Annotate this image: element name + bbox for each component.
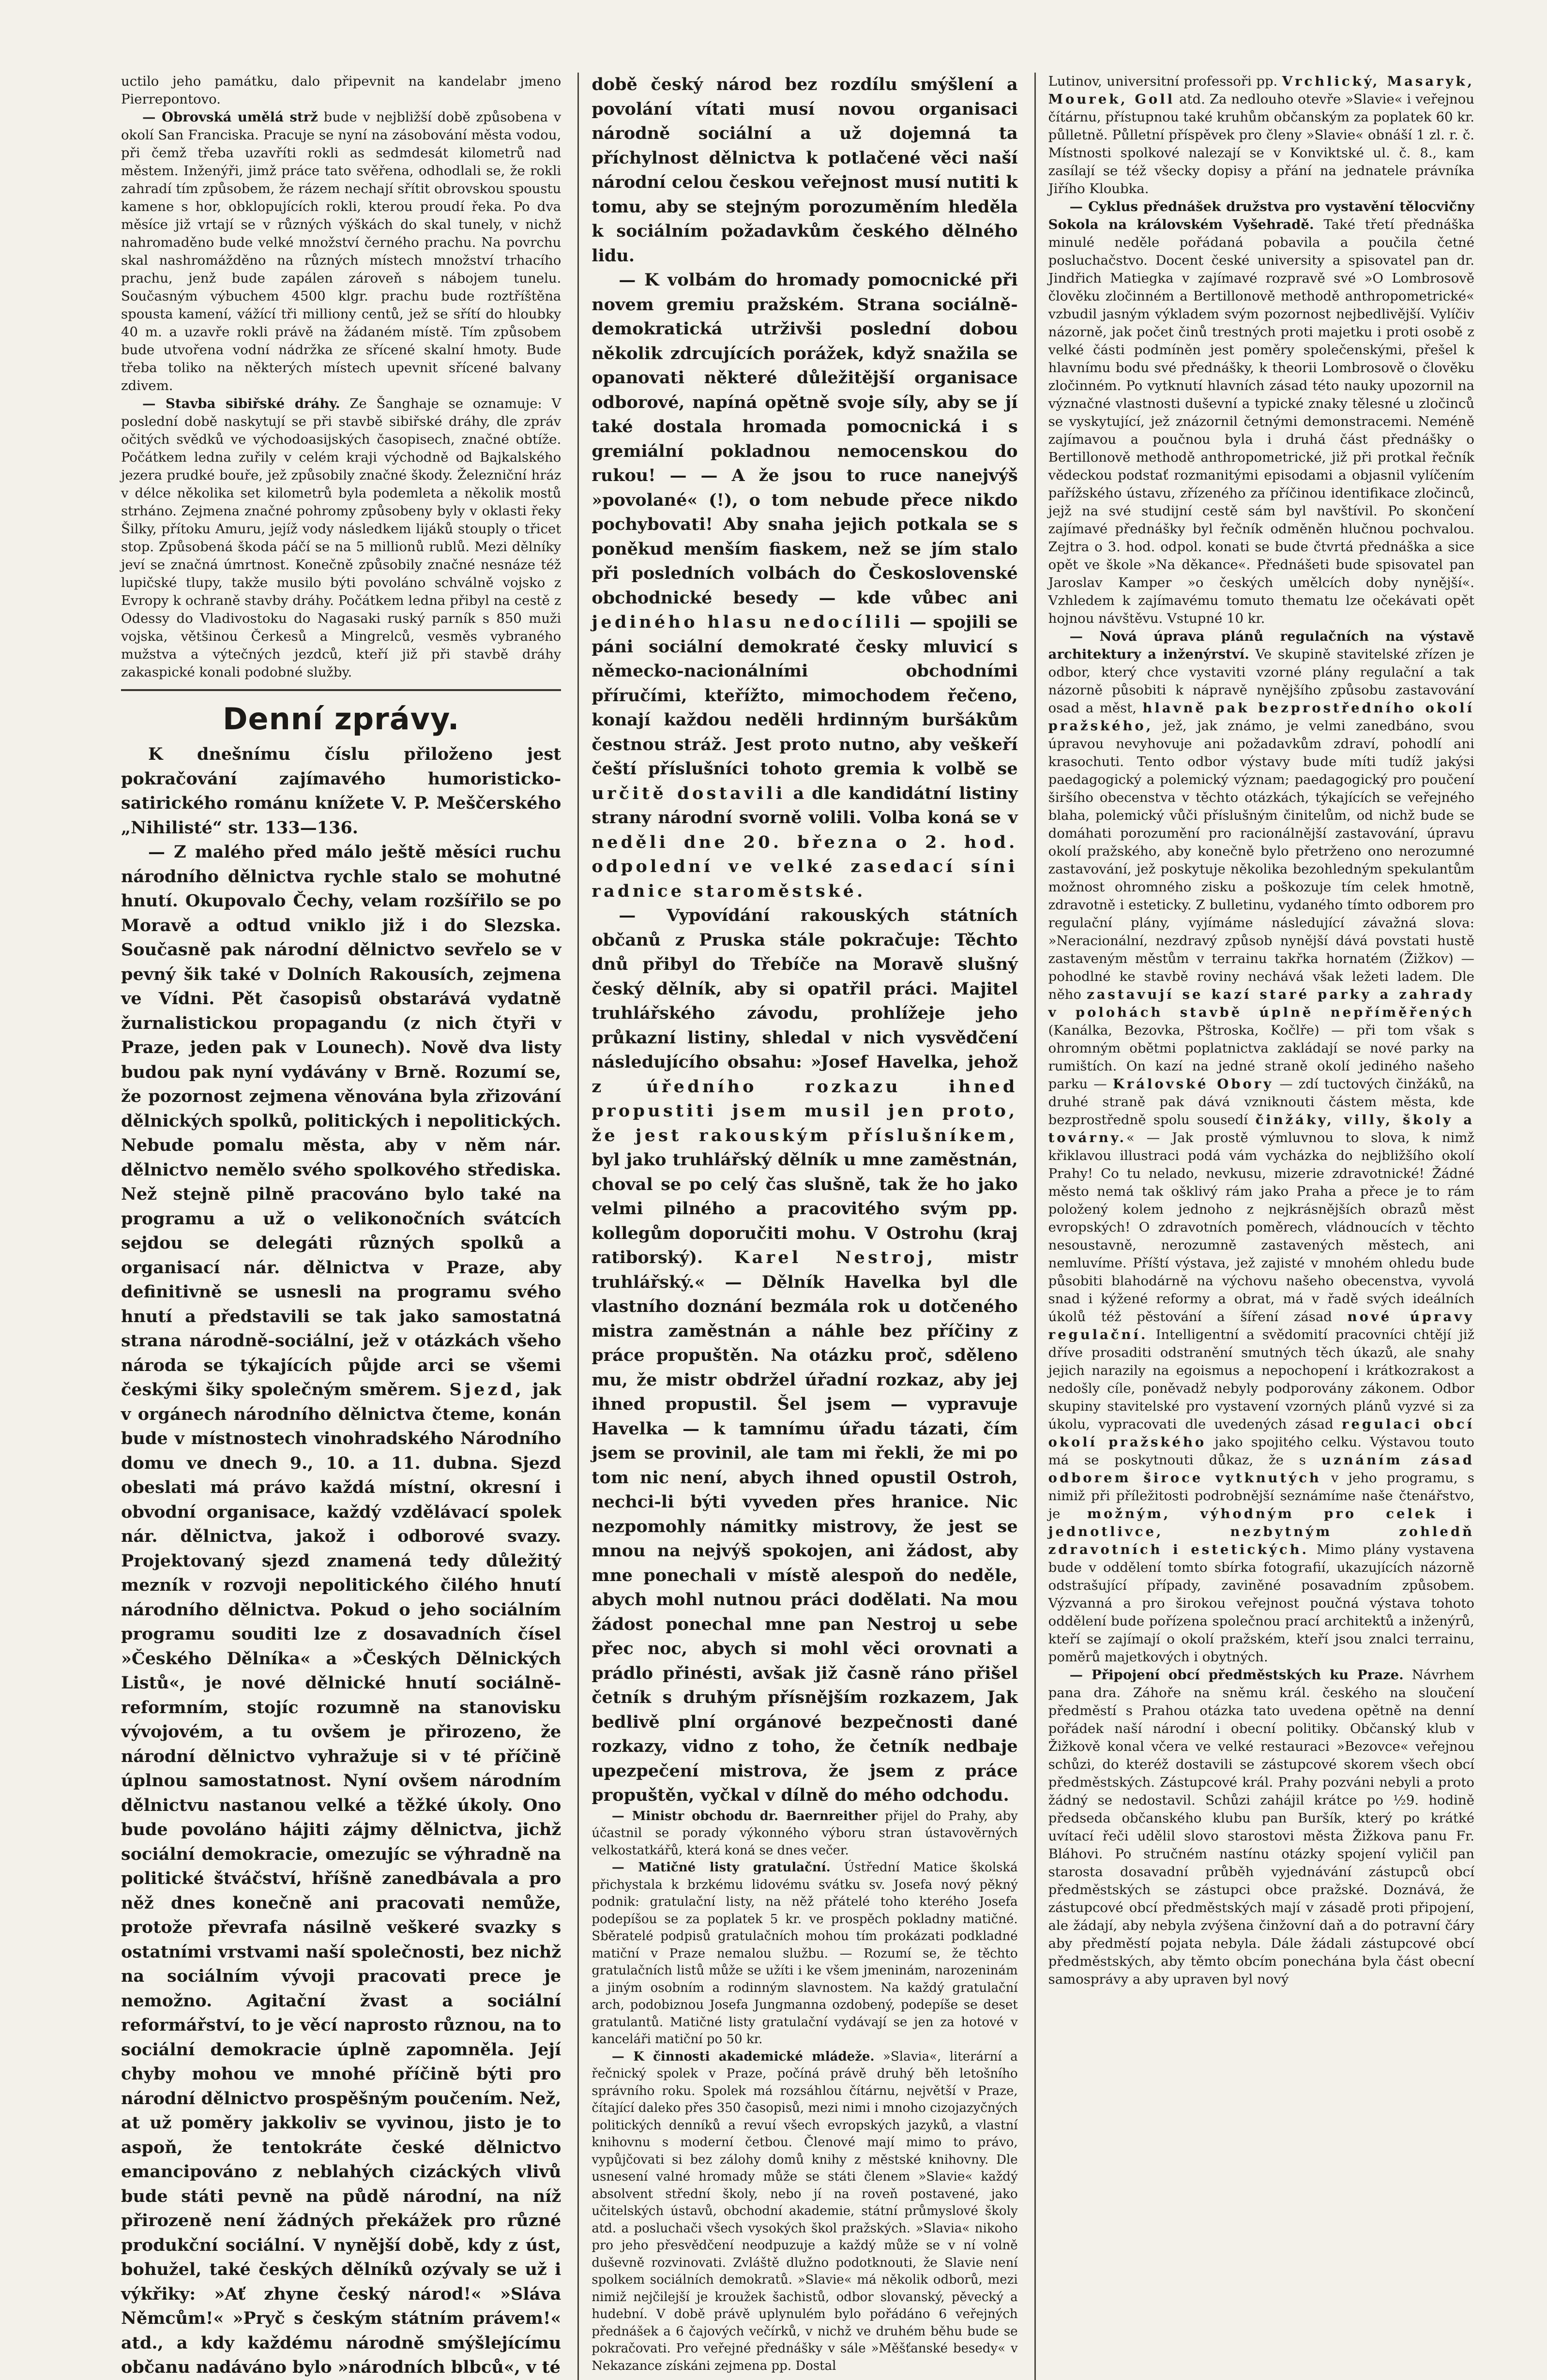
- article-heading: — Vypovídání rakouských státních občanů z Pruska: [592, 905, 1018, 950]
- article-heading: — Ministr obchodu dr. Baernreither: [611, 1808, 878, 1823]
- article-heading: — Matičné listy gratulační.: [611, 1860, 831, 1875]
- article-text: rychle stalo se mohutné hnutí. Okupovalo Čechy, velam rozšířilo se po Moravě a odtud vniklo již i do Slezska. Současně pak národní dělnictvo sevřelo se v pevný šik také v Dolních Rakousích, zejmena ve Vídni. Pět časopisů obstarává vydatně žurnalistickou propagandu (z nich čtyři v Praze, jeden pak v Lounech). Nově dva listy budou pak nyní vydávány v Brně. Rozumí se, že pozornost zejmena věnována byla zřizování dělnických spolků, politických i nepolitických. Nebude pomalu města, aby v něm nár. dělnictvo nemělo svého spolkového střediska. Než stejně pilně pracováno bylo také na programu a už o velikonočních svátcích sejdou se delegáti různých spolků a organisací nár. dělnictva v Praze, aby definitivně se usnesli na programu svého hnutí a představili se tak jako samostatná strana národně-sociální, jež v otázkách všeho národa se týkajících půjde arci se všemi českými šiky společným směrem.: [121, 866, 561, 1400]
- article-text: stále pokračuje: Těchto dnů přibyl do Třebíče na Moravě slušný český dělník, aby si opatřil práci. Majitel truhlářského závodu, prohlížeje jeho průkazní listiny, shledal v nich vysvědčení následujícího obsahu: »Josef Havelka, jehož z: [592, 930, 1018, 1097]
- paragraph: [1048, 73, 1474, 198]
- article-text: jak v orgánech národního dělnictva čteme, konán bude v místnostech vinohradského Národního domu ve dnech 9., 10. a 11. dubna. Sjezd obeslati má právo každá místní, okresní i obvodní organisace, každý vzdělávací spolek nár. dělnictva, jakož i odborové svazy. Projektovaný sjezd znamená tedy důležitý mezník v rozvoji nepolitického čilého hnutí národního dělnictva. Pokud o jeho sociálním programu souditi lze z dosavadních čísel »Českého Dělníka« a »Českých Dělnických Listů«, je nové dělnické hnutí sociálně-reformním, stojíc rozumně na stanovisku vývojovém, a tu ovšem je přirozeno, že národní dělnictvo vyhražuje si v té příčině úplnou samostatnost. Nyní ovšem národním dělnictvu nastanou velké a těžké úkoly. Ono bude povoláno hájiti zájmy dělnictva, jichž sociální demokracie, omezujíc se výhradně na politické štváčství, hříšně zanedbávala a pro něž dnes konečně ani pracovati nemůže, protože převrafa násilně veškeré svazky s ostatními vrstvami naší společnosti, bez nichž na sociálním vývoji pracovati prece je nemožno. Agitační žvast a sociální reformářství, to je věcí naprosto různou, na to sociální demokracie úplně zapomněla. Její chyby mohou ve mnohé příčině býti pro národní dělnictvo prospěšným poučením. Než, at už poměry jakkoliv se vyvinou, jisto je to aspoň, že tentokráte české dělnictvo emancipováno z neblahých cizáckých vlivů bude státi pevně na půdě národní, na níž přirozeně není žádných překážek pro různé produkční sociální. V nynější době, kdy z úst, bohužel, také českých dělníků ozývaly se už i výkřiky: »Ať zhyne český národ!« »Sláva Němcům!« »Pryč s českým státním právem!« atd., a kdy každému národně smýšlejícímu občanu nadáváno bylo »národních blbců«, v té: [121, 1380, 561, 2377]
- spaced-emphasis: Sjezd,: [449, 1380, 525, 1400]
- article-obrovska-strz: [121, 108, 561, 395]
- article-text: (Kanálka, Bezovka, Pštroska, Kočlře) — při tom však s ohromným obětmi poplatnictva zakládají se nové parky na rumištích. On kazí na jedné straně okolí jediného našeho parku —: [1048, 1023, 1474, 1092]
- article-maticne-listy: [592, 1859, 1017, 2049]
- column-2: [577, 73, 1017, 2380]
- article-text: — spojili se páni sociální demokraté česky mluvicí s německo-nacionálními obchodními příručími, kteřížto, mimochodem řečeno, konají každou neděli hrdinným buršákům čestnou stráž. Jest proto nutno, aby veškeří čeští příslušníci tohoto gremia k volbě se: [592, 612, 1018, 779]
- spaced-emphasis: Karel Nestroj,: [734, 1248, 936, 1267]
- article-text: Ústřední Matice školská přichystala k brzkému lidovému svátku sv. Josefa nový pěkný podnik: gratulační listy, na něž přátelé toho kterého Josefa podepíšou se za poplatek 5 kr. ve prospěch pokladny matičné. Sběratelé podpisů gratulačních mohou tím prokázati podkladné matiční v Praze nemalou službu. — Rozumí se, že těchto gratulačních listů může se užíti i ke všem jmeninám, narozeninám a jiným osobním a rodinným slavnostem. Na každý gratulační arch, podobiznou Josefa Jungmanna ozdobený, podepíše se deset gratulantů. Matičné listy gratulační vydávají se jen za hotové v kanceláři matiční po 50 kr.: [592, 1860, 1018, 2047]
- paragraph: uctilo jeho památku, dalo připevnit na kandelabr jmeno Pierrepontovo.: [121, 74, 561, 107]
- article-text: mistr truhlářský.« — Dělník Havelka byl dle vlastního doznání bezmála rok u dotčeného mistra zaměstnán a náhle bez příčiny z práce propuštěn. Na otázku proč, sděleno mu, že mistr obdržel úřadní rozkaz, aby jej ihned propustil. Šel jsem — vypravuje Havelka — k tamnímu úřadu tázati, čím jsem se provinil, ale tam mi řekli, že mi po tom nic není, abych ihned opustil Ostroh, nechci-li býti vyveden přes hranice. Nic nezpomohly námitky mistrovy, že jest se mnou na nejvýš spokojen, ani žádost, aby mne ponechali v místě alespoň do neděle, abych mohl nutnou práci dodělati. Na mou žádost ponechal mne pan Nestroj u sebe přec noc, abych si mohl věci orovnati a prádlo přinésti, avšak již časně ráno přišel četník s druhým přísnějším rozkazem, Jak bedlivě plní orgánové bezpečnosti dané rozkazy, vidno z toho, že četník nedbaje upezpečení mistrova, že jsem z práce propuštěn, vyčkal v dílně do mého odchodu.: [592, 1248, 1018, 1805]
- article-heading: — K volbám do hromady pomocnické při novem gremiu pražském.: [592, 270, 1018, 315]
- section-title: Denní zprávy.: [223, 701, 460, 737]
- article-text: Mimo plány vystavena bude v oddělení tomto sbírka fotografií, ukazujících názorně odstrašující případy, zaviněné posavadním způsobem. Výzvanná a pro širokou veřejnost poučná výstava tohoto oddělení bude pořízena společnou prací architektů a inženýrů, kteří se zajímají o okolí pražském, kteří jsou znalci terrainu, poměrů majetkových i obytných.: [1048, 1542, 1474, 1665]
- article-heading: — Cyklus přednášek družstva pro vystavění tělocvičny Sokola na královském Vyšehradě.: [1048, 199, 1474, 232]
- spaced-emphasis: Královské Obory: [1112, 1076, 1274, 1092]
- article-text: Ze Šanghaje se oznamuje: V poslední době naskytují se při stavbě sibiřské dráhy, dle zpráv očitých svědků ve východoasijských časopisech, značné obtíže. Počátkem ledna zuřily v celém kraji východně od Bajkalského jezera prudké bouře, jež způsobily značné škody. Železniční hráz v délce několika set kilometrů byla podemleta a několik mostů strháno. Zejmena značné pohromy způsobeny byly v oklasti řeky Šilky, přítoku Amuru, jejíž vody následkem lijáků stouply o třicet stop. Způsobená škoda páčí se na 5 millionů rublů. Mezi dělníky jeví se značná úmrtnost. Konečně způsobily značné nesnáze též lupičské tlupy, takže musilo býti povoláno schválně vojsko z Evropy k ochraně stavby dráhy. Počátkem ledna přibyl na cestě z Odessy do Vladivostoku do Nagasaki ruský parník s 850 muži vojska, většinou Čerkesů a Mingrelců, vesměs vybraného mužstva a výtečných jezdců, kteří již při stavbě dráhy zakaspické konali podobné služby.: [121, 396, 561, 680]
- text-columns: [121, 73, 1474, 2377]
- article-pripojeni-obci: [1048, 1666, 1474, 1988]
- article-vypovidani: [592, 904, 1017, 1808]
- article-sibirska-draha: [121, 395, 561, 681]
- article-text: a dle kandidátní listiny strany národní svorně volili. Volba koná se v: [592, 783, 1018, 828]
- article-narodni-delnictvo: [121, 840, 561, 2380]
- article-cyklus-prednasek: [1048, 198, 1474, 628]
- spaced-emphasis: jediného hlasu nedocílili: [592, 612, 903, 632]
- article-heading: — Obrovská umělá strž: [142, 109, 318, 125]
- spaced-emphasis: neděli dne 20. března o 2. hod. odpolední ve velké zasedací síni radnice staroměstské.: [592, 832, 1018, 901]
- spaced-emphasis: hlavně pak bezprostředního okolí pražského,: [1048, 700, 1474, 734]
- article-text: Také třetí přednáška minulé neděle pořádaná pobavila a poučila četné posluchačstvo. Docent české university a spisovatel pan dr. Jindřich Matiegka v zajímavé rozpravě své »O Lombrosově člověku zločinném a Bertillonově methodě anthropometrické« vzbudil jasným výkladem svým pozornost nejbedlivější. Vylíčiv názorně, jak počet činů trestných proti majetku i proti osobě z velké části podmíněn jest poměry společenskými, přešel k hlavnímu bodu své přednášky, k theorii Lombrosově o člověku zločinném. Po vytknutí hlavních zásad této nauky upozornil na význačné vlastnosti duševní a typické znaky tělesné u zločinců se vyskytující, jež znázornil četnými demonstracemi. Neméně zajímavou a poučnou byla i druhá část přednášky o Bertillonově methodě anthropometrické, již při protkal řečník vědeckou podstať rozmanitými episodami a objasnil vylíčením pařížského ústavu, zřízeného za příčinou identifikace zločinců, jejž na své studijní cestě sám byl navštívil. Po skončení zajímavé přednášky byl řečník odměněn hlučnou pochvalou. Zejtra o 3. hod. odpol. konati se bude čtvrtá přednáška a sice opět ve škole »Na děkance«. Přednášeti bude spisovatel pan Jaroslav Kamper »o českých umělcích doby nynější«. Vzhledem k zajímavému tomuto thematu lze očekávati opět hojnou návštěvu. Vstupné 10 kr.: [1048, 217, 1474, 626]
- article-text: Lutinov, universitní professoři pp.: [1048, 74, 1278, 89]
- article-heading: — Z malého před málo ještě měsíci ruchu národního dělnictva: [121, 842, 561, 887]
- spaced-emphasis: Vrchlický, Masaryk, Mourek, Goll: [1048, 74, 1474, 107]
- article-text: « — Jak prostě výmluvnou to slova, k nimž křiklavou illustraci podá vám vycházka do nejbližšího okolí Prahy! Co tu nelado, nevkusu, mizerie zdravotnické! Žádné město nemá tak ošklivý rám jako Praha a přece je to rám položený kolem jednoho z nejkrásnějších obrazů měst evropských! O zdravotních poměrech, vládnoucích v těchto nesoustavně, nerozumně zastavených městech, ani nemluvíme. Příští výstava, jež zajisté v mnohém ohledu bude působiti blahodárně na výchovu našeho obecenstva, vyvolá snad i kýžené reformy a obrat, má v řadě svých ideálních úkolů též pěstování a šíření zásad: [1048, 1130, 1474, 1325]
- column-3: [1034, 73, 1474, 2380]
- section-divider: [121, 689, 561, 691]
- article-text: jež, jak známo, je velmi zanedbáno, svou úpravou nevyhovuje ani požadavkům zdraví, pohodlí ani krasochuti. Tento odbor výstavy bude míti tudíž jakýsi paedagogický a polemický význam; paedagogický pro poučení širšího obecenstva v těchto otázkách, týkajících se veřejného blaha, polemický vůči příslušným činitelům, od nichž bude se domáhati porozumění pro racionálnější zastavování, úpravu okolí pražského, aby konečně bylo přetrženo ono nerozumné zastavování, jež poskytuje několika bezohledným spekulantům možnost ohromného zisku a poškozuje tím celek hmotně, zdravotně i esteticky. Z bulletinu, vydaného tímto odborem pro regulační plány, vyjímáme následující závažná slova: »Neracionální, nezdravý způsob nynější dává povstati hustě zastaveným městům v terrainu takřka hornatém (Žižkov) — pohodlné ke stavbě roviny nechává však ležeti ladem. Dle něho: [1048, 718, 1474, 1002]
- article-text: atd. Za nedlouho otevře »Slavie« i veřejnou čítárnu, přístupnou také kruhům občanským za poplatek 60 kr. půlletně. Půlletní příspěvek pro členy »Slavie« obnáší 1 zl. r. č. Místnosti spolkové nalezají se v Konviktské ul. č. 8., kam zasílají se též všecky dopisy a přání na jednatele právníka Jiřího Kloubka.: [1048, 91, 1474, 196]
- article-text: byl jako truhlářský dělník u mne zaměstnán, choval se po celý čas slušně, tak že ho jako velmi pilného a pracovitého svým pp. kollegům doporučiti mohu. V Ostrohu (kraj ratiborský).: [592, 1150, 1018, 1267]
- spaced-emphasis: nové úpravy regulační.: [1048, 1309, 1474, 1342]
- spaced-emphasis: zastavují se kazí staré parky a zahrady v polohách stavbě úplně nepříměřených: [1048, 987, 1474, 1020]
- article-text: jako spojitého celku. Výstavou touto má se poskytnouti důkaz, že s: [1048, 1434, 1474, 1468]
- article-ministr-obchodu: [592, 1808, 1017, 1860]
- article-volby-gremium: [592, 268, 1017, 904]
- spaced-emphasis: určitě dostavili: [592, 783, 786, 803]
- article-text: Intelligentní a svědomití pracovníci chtějí již dříve prosaditi odstranění smutných těch úkazů, ale snahy jejich narazily na egoismus a nepochopení i krátkozrakost a nedošly cíle, poněvadž nebyly podporovány zákonem. Odbor skupiny stavitelské pro vystavení vzorných plánů vyzvé si za úkolu, vypracovati dle uvedených zásad: [1048, 1327, 1474, 1432]
- article-text: přijel do Prahy, aby účastnil se porady výkonného výboru stran ústavověrných velkostatkářů, která koná se dnes večer.: [592, 1808, 1018, 1858]
- spaced-emphasis: činžáky, villy, školy a továrny.: [1048, 1112, 1474, 1145]
- article-text: Strana sociálně-demokratická utrživši poslední dobou několik zdrcujících porážek, když snažila se opanovati některé důležitější organisace odborové, napíná opětně svoje síly, aby se jí také dostala hromada pomocnická i s gremiální pokladnou nemocenskou do rukou! — — A že jsou to ruce nanejvýš »povolané« (!), o tom nebude přece nikdo pochybovati! Aby snaha jejich potkala se s poněkud menším fiaskem, než se jím stalo při posledních volbách do Československé obchodnické besedy — kde vůbec ani: [592, 294, 1018, 608]
- article-heading: — Nová úprava plánů regulačních na výstavě architektury a inženýrství.: [1048, 629, 1474, 662]
- spaced-emphasis: úředního rozkazu ihned propustiti jsem musil jen proto, že jest rakouským příslušníkem,: [592, 1076, 1018, 1145]
- article-text: bude v nejbližší době způsobena v okolí San Franciska. Pracuje se nyní na zásobování města vodou, při čemž třeba uzavříti rokli as sedmdesát kilometrů nad městem. Inženýři, jimž práce tato svěřena, odhodlali se, že rokli zahradí tím způsobem, že rázem nechají sřítit obrovskou spoustu kamene s hor, obklopujících rokli, kterou proudí řeka. Po dva měsíce již vrtají se v různých výškách do skal tunely, v nichž nahromaděno bude velké množství černého prachu. Na povrchu skal nashromážděno na různých místech množství trhacího prachu, jenž bude zapálen zároveň s nábojem tunelu. Současným výbuchem 4500 klgr. prachu bude roztříštěna spousta kamení, vážící tři milliony centů, jež se sřítí do hloubky 40 m. a uzavře rokli právě na žádaném místě. Tím způsobem bude utvořena vodní nádržka ze sřícené skalní hmoty. Bude třeba toliko na některých místech upevnit sřícené balvany zdivem.: [121, 109, 561, 393]
- article-uprava-planu: [1048, 628, 1474, 1666]
- article-text: Ve skupině stavitelské zřízen je odbor, který chce vystaviti vzorné plány regulační a tak názorně působiti k nápravě nynějšího způsobu zastavování osad a měst,: [1048, 647, 1474, 716]
- spaced-emphasis: možným, výhodným pro celek i jednotlivce, nezbytným zohledň zdravotních i estetických.: [1048, 1506, 1474, 1557]
- paragraph: době český národ bez rozdílu smýšlení a povolání vítati musí novou organisaci národně sociální a už dojemná ta příchylnost dělnictva k potlačené věci naší národní celou českou veřejnost musí nutiti k tomu, aby se stejným porozuměním hleděla k sociálním požadavkům českého dělného lidu.: [592, 75, 1018, 266]
- article-heading: — K činnosti akademické mládeže.: [611, 2049, 875, 2064]
- spaced-emphasis: uznáním zásad odborem široce vytknutých: [1048, 1452, 1474, 1486]
- article-text: Návrhem pana dra. Záhoře na sněmu král. českého na sloučení předměstí s Prahou otázka tato uvedena opětně na denní pořádek naší národní i obecní politiky. Občanský klub v Žižkově konal včera ve velké restauraci »Bezovce« veřejnou schůzi, do kteréž dostavili se zástupcové skorem všech obcí předměstských. Zástupcové král. Prahy pozváni nebyli a proto žádný se nedostavil. Schůzi zahájil krátce po ½9. hodině předseda občanského klubu pan Buršík, který po krátké uvítací řeči udělil slovo starostovi města Žižkova panu Fr. Bláhovi. Po stručném nastínu otázky spojení vyličil pan starosta dosavadní průběh vyjednávání zástupců obcí předměstských se zástupci obce pražské. Doznává, že zástupcové obcí předměstských mají v zásadě proti připojení, ale žádají, aby nebyla zvýšena činžovní daň a do potravní čáry aby předměstí pojata nebyla. Dále žádali zástupcové obcí předměstských, aby těmto obcím ponechána byla část obecní samosprávy a aby upraven byl nový: [1048, 1667, 1474, 1987]
- article-heading: — Připojení obcí předměstských ku Praze.: [1069, 1667, 1404, 1683]
- article-text: v jeho programu, s nimiž při příležitosti podrobnější seznámíme naše čtenářstvo, je: [1048, 1470, 1474, 1521]
- article-text: »Slavia«, literární a řečnický spolek v Praze, počíná právě druhý běh letošního správního roku. Spolek má rozsáhlou čítárnu, největší v Praze, čítající daleko přes 350 časopisů, mezi nimi i mnoho cizojazyčných politických denníků a revuí všech evropských jazyků, a vlastní knihovnu s moderní četbou. Členové mají mimo to právo, vypůjčovati si bez zálohy domů knihy z městské knihovny. Dle usnesení valné hromady může se státi členem »Slavie« každý absolvent střední školy, nebo jí na roveň postavené, jako učitelských ústavů, obchodní akademie, státní průmyslové školy atd. a posluchači všech vysokých škol pražských. »Slavia« nikoho pro jeho přesvědčení neodpuzuje a každý může se v ní volně duševně rozvinovati. Zvláště dlužno podotknouti, že Slavie není spolkem sociálních demokratů. »Slavie« má několik odborů, mezi nimiž nejčilejší je kroužek šachistů, odbor slovanský, pěvecký a hudební. V době právě uplynulém bylo pořádáno 6 veřejných přednášek a 6 čajových večírků, v nichž ve druhém běhu bude se pokračovati. Pro veřejné přednášky v sále »Měšťanské besedy« v Nekazance získáni zejmena pp. Dostal: [592, 2049, 1018, 2373]
- article-akademicka-mladez: [592, 2049, 1017, 2375]
- column-1: [121, 73, 561, 2380]
- supplement-notice: K dnešnímu číslu přiloženo jest pokračování zajímavého humoristicko-satirického románu knížete V. P. Meščerského „Nihilisté“ str. 133—136.: [121, 744, 561, 838]
- article-heading: — Stavba sibiřské dráhy.: [142, 396, 340, 411]
- article-text: — zdí tuctových činžáků, na druhé straně pak dává vzniknouti částem města, kde bezprostředně spolu sousedí: [1048, 1076, 1474, 1128]
- spaced-emphasis: regulaci obcí okolí pražského: [1048, 1416, 1474, 1450]
